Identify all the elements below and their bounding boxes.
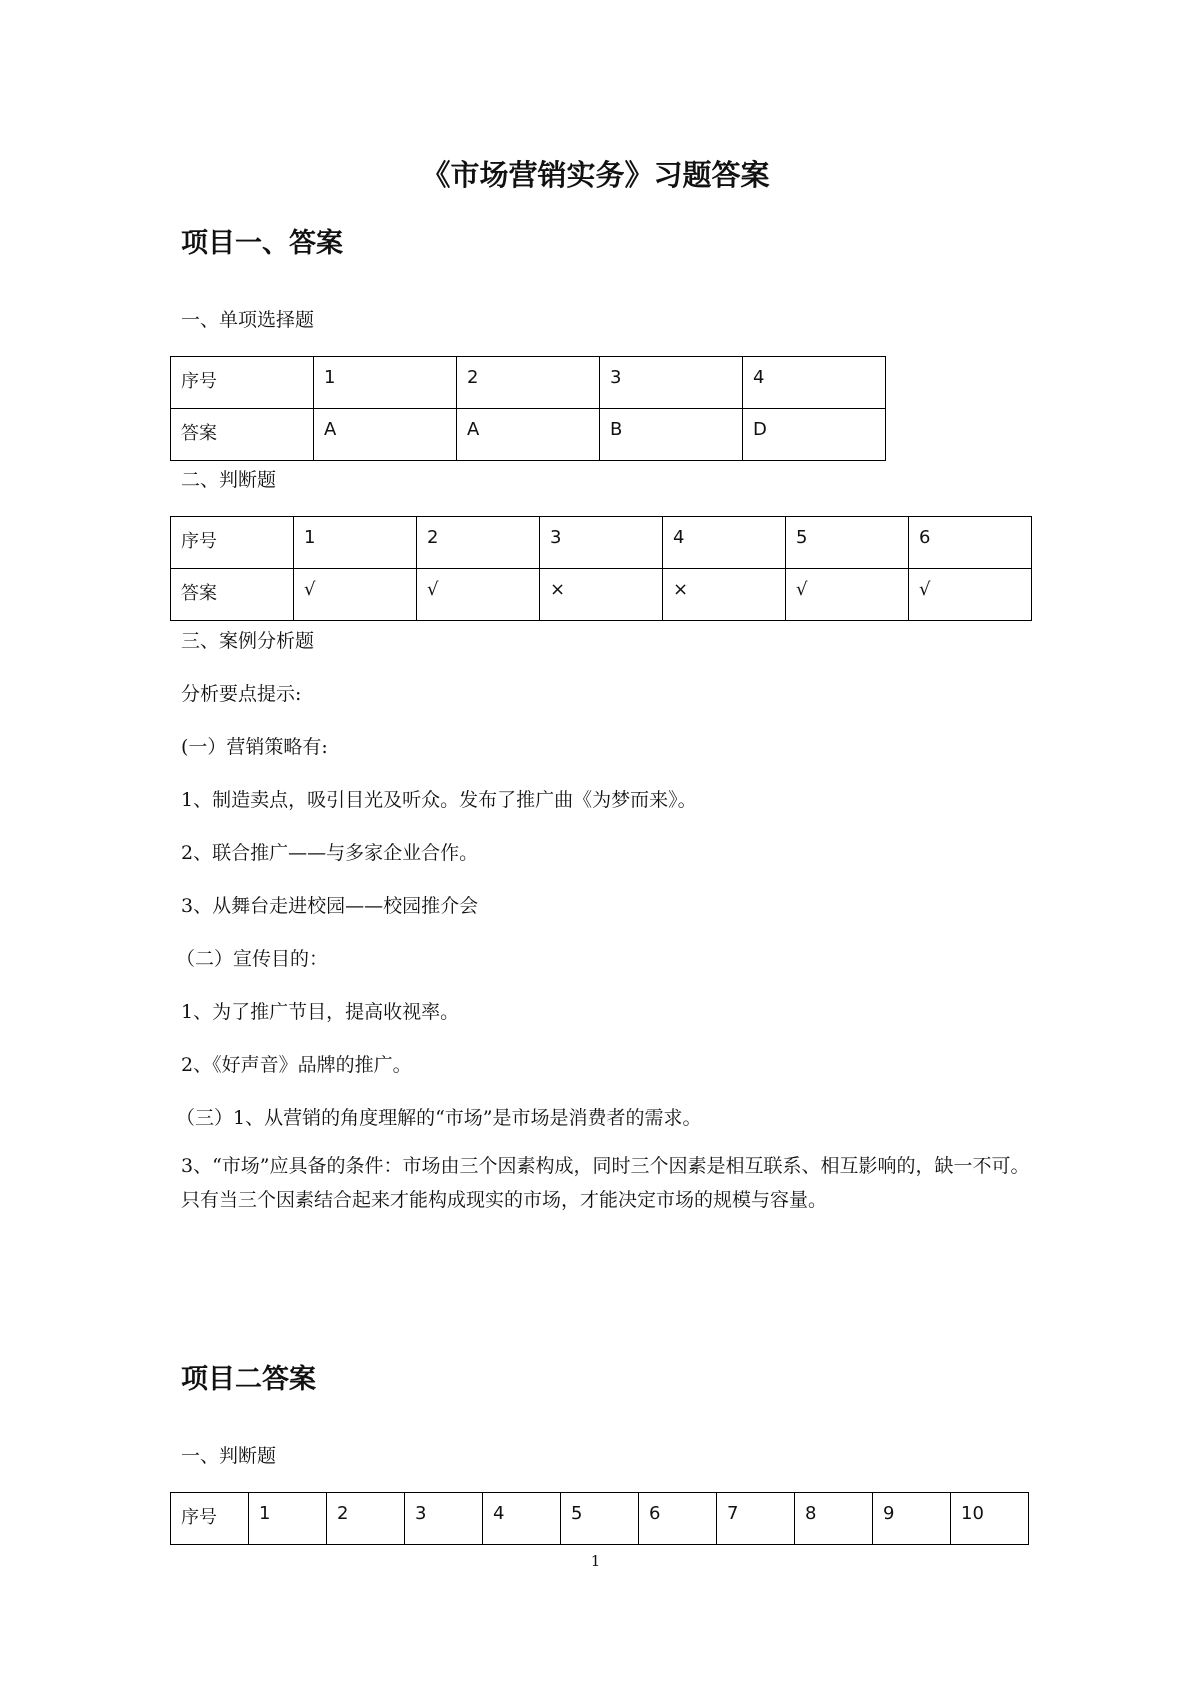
table-cell: ×	[540, 569, 663, 621]
row-label: 答案	[171, 569, 294, 621]
p1-section3-label: 三、案例分析题	[181, 630, 315, 652]
analysis-line: (一）营销策略有:	[181, 736, 328, 758]
analysis-line: 3、从舞台走进校园——校园推介会	[181, 895, 479, 917]
table-cell: 4	[743, 357, 886, 409]
table-cell: 5	[561, 1493, 639, 1545]
p1-choice-table	[170, 356, 886, 461]
table-cell: A	[314, 409, 457, 461]
p2-section1-label: 一、判断题	[181, 1445, 277, 1467]
table-cell: 4	[483, 1493, 561, 1545]
analysis-line: （二）宣传目的：	[176, 948, 329, 970]
table-row	[171, 1493, 1029, 1545]
table-cell: ×	[663, 569, 786, 621]
table-cell: 2	[457, 357, 600, 409]
table-cell: 3	[540, 517, 663, 569]
row-label: 序号	[171, 1493, 249, 1545]
analysis-line: 2、《好声音》品牌的推广。	[181, 1054, 412, 1076]
analysis-line: 1、制造卖点，吸引目光及听众。发布了推广曲《为梦而来》。	[181, 789, 697, 811]
table-cell: 6	[909, 517, 1032, 569]
table-cell: 7	[717, 1493, 795, 1545]
table-cell: 3	[600, 357, 743, 409]
table-cell: 3	[405, 1493, 483, 1545]
table-cell: D	[743, 409, 886, 461]
table-cell: 2	[327, 1493, 405, 1545]
table-cell: 1	[314, 357, 457, 409]
analysis-line: 1、为了推广节目，提高收视率。	[181, 1001, 460, 1023]
table-row	[171, 357, 886, 409]
document-title: 《市场营销实务》习题答案	[421, 158, 770, 192]
p1-section2-label: 二、判断题	[181, 469, 277, 491]
table-cell: √	[417, 569, 540, 621]
project2-heading: 项目二答案	[181, 1364, 316, 1395]
analysis-line: 2、联合推广——与多家企业合作。	[181, 842, 479, 864]
page-number: 1	[590, 1552, 601, 1570]
table-cell: √	[294, 569, 417, 621]
p2-judgment-table	[170, 1492, 1029, 1545]
row-label: 序号	[171, 517, 294, 569]
table-cell: A	[457, 409, 600, 461]
table-cell: 9	[873, 1493, 951, 1545]
row-label: 序号	[171, 357, 314, 409]
table-row	[171, 409, 886, 461]
table-cell: 10	[951, 1493, 1029, 1545]
table-row	[171, 569, 1032, 621]
p1-judgment-table	[170, 516, 1032, 621]
table-cell: √	[909, 569, 1032, 621]
project1-heading: 项目一、答案	[181, 228, 343, 259]
analysis-line: 分析要点提示:	[181, 683, 302, 705]
table-cell: 6	[639, 1493, 717, 1545]
p1-section1-label: 一、单项选择题	[181, 309, 315, 331]
table-cell: √	[786, 569, 909, 621]
row-label: 答案	[171, 409, 314, 461]
analysis-line: （三）1、从营销的角度理解的“市场”是市场是消费者的需求。	[176, 1107, 702, 1129]
table-cell: 1	[249, 1493, 327, 1545]
table-cell: 2	[417, 517, 540, 569]
table-cell: 1	[294, 517, 417, 569]
table-cell: 5	[786, 517, 909, 569]
table-cell: B	[600, 409, 743, 461]
analysis-paragraph: 3、“市场”应具备的条件：市场由三个因素构成，同时三个因素是相互联系、相互影响的，缺一不可。只有当三个因素结合起来才能构成现实的市场，才能决定市场的规模与容量。	[181, 1155, 1030, 1211]
table-cell: 4	[663, 517, 786, 569]
table-row	[171, 517, 1032, 569]
table-cell: 8	[795, 1493, 873, 1545]
